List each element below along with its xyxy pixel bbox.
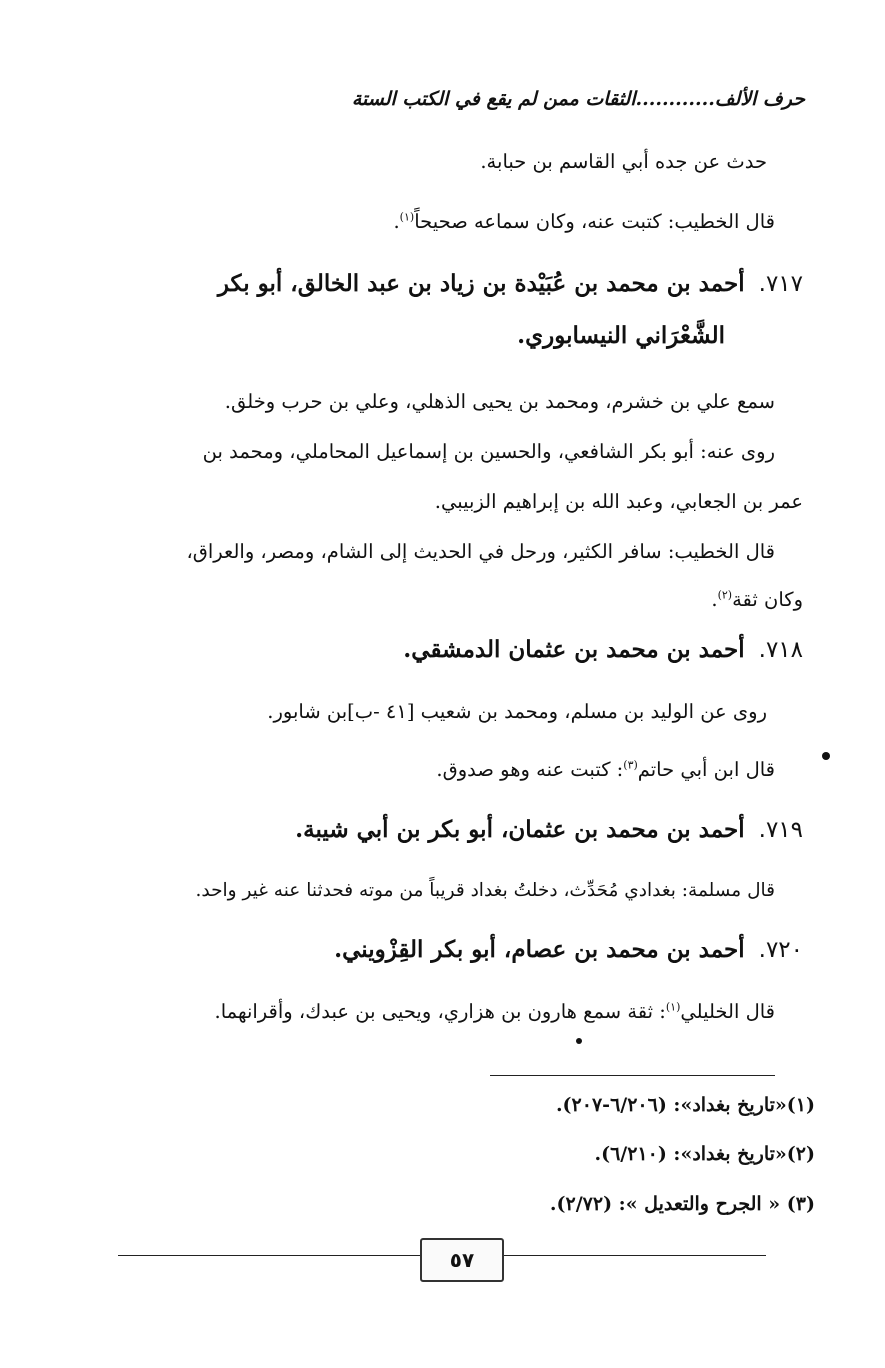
text-line-3: سمع علي بن خشرم، ومحمد بن يحيى الذهلي، وعلي بن حرب وخلق.: [224, 390, 775, 413]
ink-dot-text: [576, 1038, 582, 1044]
footnote-ref-4: (١): [665, 1000, 681, 1014]
entry-718-number: ٧١٨.: [758, 637, 803, 663]
footnote-separator: [490, 1075, 775, 1076]
text-line-9: [0, 758, 775, 781]
entry-717-heading: [120, 270, 803, 297]
footnote-1: (١)«تاريخ بغداد»: (٦/٢٠٦-٢٠٧).: [555, 1094, 815, 1116]
entry-720-number: ٧٢٠.: [758, 937, 803, 963]
footnote-ref-3: (٣): [623, 758, 638, 772]
text-line-5: عمر بن الجعابي، وعبد الله بن إبراهيم الزبيبي.: [434, 490, 803, 513]
entry-719-name: أحمد بن محمد بن عثمان، أبو بكر بن أبي شيبة.: [295, 816, 745, 843]
text-line-2-text: قال الخطيب: كتبت عنه، وكان سماعه صحيحاً: [414, 210, 775, 233]
ink-dot-margin: [822, 752, 830, 760]
footnote-2: (٢)«تاريخ بغداد»: (٦/٢١٠).: [594, 1143, 815, 1165]
entry-720-name: أحمد بن محمد بن عصام، أبو بكر القِزْويني.: [334, 936, 745, 963]
text-line-9-b: : كتبت عنه وهو صدوق.: [436, 758, 624, 781]
header-book-title: الثقات ممن لم يقع في الكتب الستة: [351, 88, 636, 110]
text-line-11: [0, 1000, 775, 1023]
entry-717-name: أحمد بن محمد بن عُبَيْدة بن زياد بن عبد الخالق، أبو بكر: [217, 270, 745, 297]
text-line-2: [0, 210, 775, 233]
entry-719-number: ٧١٩.: [758, 817, 803, 843]
entry-720-heading: [0, 936, 803, 963]
text-line-4: روى عنه: أبو بكر الشافعي، والحسين بن إسماعيل المحاملي، ومحمد بن: [202, 440, 775, 463]
text-line-7-text: وكان ثقة: [732, 588, 803, 611]
entry-719-heading: [0, 816, 803, 843]
text-line-9-a: قال ابن أبي حاتم: [637, 758, 775, 781]
text-line-6: قال الخطيب: سافر الكثير، ورحل في الحديث إلى الشام، ومصر، والعراق،: [186, 540, 775, 563]
header-dots: ............: [635, 88, 715, 110]
entry-718-name: أحمد بن محمد بن عثمان الدمشقي.: [403, 636, 745, 663]
text-line-11-a: قال الخليلي: [680, 1000, 775, 1023]
text-line-11-b: : ثقة سمع هارون بن هزاري، ويحيى بن عبدك، وأقرانهما.: [214, 1000, 666, 1023]
text-line-1: حدث عن جده أبي القاسم بن حبابة.: [480, 150, 767, 173]
text-line-2-end: .: [393, 210, 400, 233]
entry-717-heading-cont: الشَّعْرَاني النيسابوري.: [517, 322, 725, 349]
text-line-10: قال مسلمة: بغدادي مُحَدِّث، دخلتُ بغداد قريباً من موته فحدثنا عنه غير واحد.: [195, 880, 775, 901]
running-header: [140, 88, 805, 110]
entry-718-heading: [0, 636, 803, 663]
text-line-7-end: .: [711, 588, 718, 611]
footnote-3: (٣) « الجرح والتعديل »: (٢/٧٢).: [549, 1193, 815, 1215]
bottom-rule-left: [118, 1255, 420, 1256]
header-letter: حرف الألف: [714, 88, 805, 110]
footnote-ref-1: (١): [399, 210, 415, 224]
text-line-7: [0, 588, 803, 611]
page-number: ٥٧: [420, 1238, 504, 1282]
text-line-8: روى عن الوليد بن مسلم، ومحمد بن شعيب [٤١ -ب]بن شابور.: [267, 700, 767, 723]
footnote-ref-2: (٢): [717, 588, 733, 602]
entry-717-number: ٧١٧.: [758, 271, 803, 297]
bottom-rule-right: [504, 1255, 766, 1256]
